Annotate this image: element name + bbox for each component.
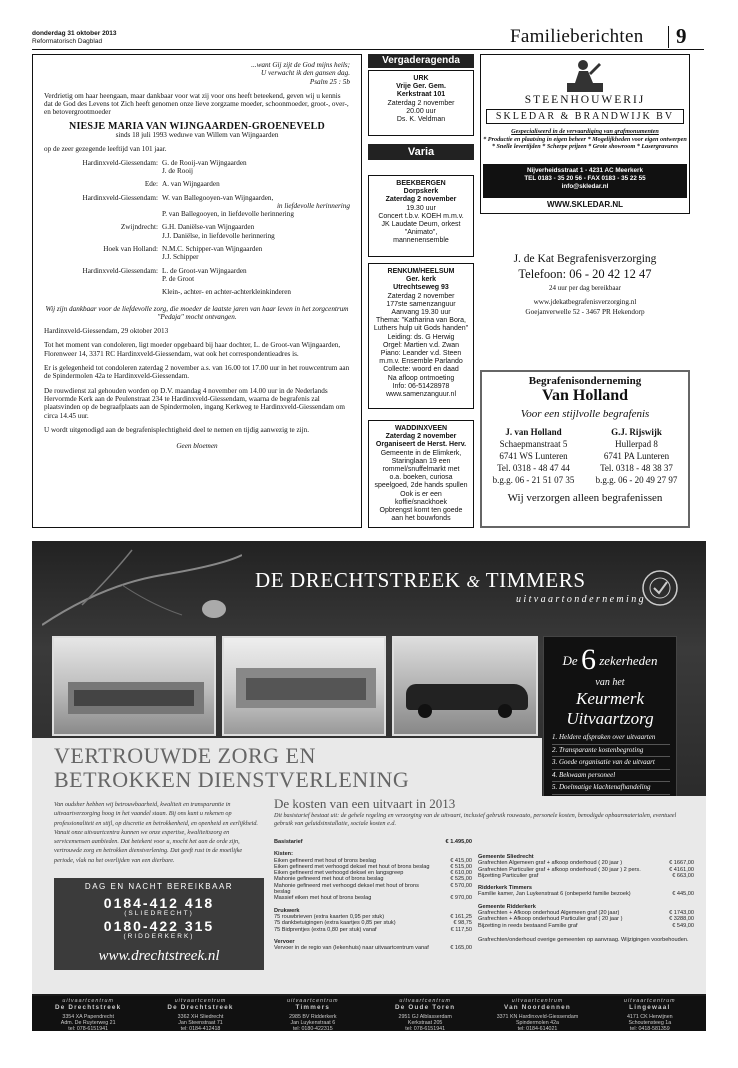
agenda-line: m.m.v. Ensemble Parlando <box>379 358 463 366</box>
obituary-notice <box>32 54 362 528</box>
agenda-line: Concert t.b.v. KOEH m.m.v. <box>378 212 464 220</box>
cost-value: € 117,50 <box>450 926 472 933</box>
cost-row <box>274 883 472 896</box>
service-details: De rouwdienst zal gehouden worden op D.V. maandag 4 november om 14.00 uur in de Nederlands Hervormde Kerk aan de Peulenstraat 234 te Hardinxveld-Giessendam, waarna de begrafenis zal plaatsvinden op de begraafplaats aan de Spindermolen, ingang Kerkweg te Hardinxveld-Giessendam om circa 14.45 uur. <box>44 386 345 420</box>
cost-row <box>274 895 472 901</box>
agenda-line: Staringlaan 19 een <box>391 457 451 465</box>
agenda-line: Zaterdag 2 november <box>387 292 455 300</box>
agenda-line: Ook is er een <box>400 490 442 498</box>
cost-label: 75 Bidprentjes (extra 0,80 per stuk) vanaf <box>274 926 377 933</box>
cost-heading: Ridderkerk Timmers <box>478 885 532 892</box>
cost-value: € 415,00 <box>450 857 472 864</box>
ad-headline-1: VERTROUWDE ZORG EN <box>54 743 316 768</box>
obituary-intro: Verdrietig om haar heengaan, maar dankbaar voor wat zij voor ons heeft beteekend, geven wij u kennis dat de God des Levens tot Zich heeft genomen onze lieve zorgzame moeder, schoonmoeder, groot-, over-, en betovergrootmoeder <box>44 91 349 117</box>
six-zekerheden: zekerheden <box>599 653 658 668</box>
ad-headline-2: BETROKKEN DIENSTVERLENING <box>54 767 410 792</box>
family-place: Zwijndrecht: <box>120 223 158 232</box>
cost-heading: Gemeente Sliedrecht <box>478 854 534 860</box>
agenda-line: Collecte: woord en daad <box>383 366 459 374</box>
cost-row <box>274 839 472 845</box>
cost-label: Grafrechten + Afkoop onderhoud Particulier graf ( 20 jaar ) <box>478 916 623 923</box>
vanholland-contact-right <box>585 426 688 486</box>
thanks-line: Wij zijn dankbaar voor de liefdevolle zorg, die moeder de laatste jaren van haar leven in het zorgcentrum "Pedaja" mocht ontvangen. <box>45 304 349 321</box>
cost-value: € 1.495,00 <box>445 839 472 845</box>
vanholland-contacts <box>482 426 688 486</box>
family-place: Hardinxveld-Giessendam: <box>82 266 158 275</box>
dekat-name: J. de Kat Begrafenisverzorging <box>513 253 657 265</box>
cost-label: 75 dankbetuigingen (extra kaartjes 0,85 per stuk) <box>274 920 396 927</box>
centrum-item <box>144 996 256 1031</box>
cost-value: € 4161,00 <box>669 866 694 873</box>
centrum-name: Lingewaal <box>629 1004 671 1011</box>
skledar-tagline <box>482 128 688 151</box>
centrum-phone: tel: 078-6151941 <box>405 1026 446 1032</box>
family-member: J. de Rooij <box>162 166 193 175</box>
cost-value: € 970,00 <box>450 895 472 902</box>
agenda-line: Ger. kerk <box>406 276 436 284</box>
ad-phone-location: (SLIEDRECHT) <box>124 910 194 917</box>
ad-brand-part: TIMMERS <box>485 568 586 592</box>
ad-brand-sub: uitvaartonderneming <box>516 594 647 605</box>
ad-brand-amp: & <box>466 572 481 591</box>
centrum-name: Van Noordennen <box>504 1004 571 1011</box>
cost-value: € 570,00 <box>450 882 472 889</box>
cost-label: Mahonie gefineerd met verhoogd deksel met hout of brons beslag <box>274 882 419 896</box>
stonemason-logo-icon <box>563 57 607 93</box>
dekat-ad <box>480 253 690 316</box>
six-item: 1. Heldere afspraken over uitvaarten <box>552 732 670 745</box>
cost-value: € 549,00 <box>672 922 694 929</box>
family-row <box>44 223 350 240</box>
agenda-line: Na afloop ontmoeting <box>387 374 455 382</box>
family-place: Hardinxveld-Giessendam: <box>82 193 158 202</box>
agenda-line: Dorpskerk <box>403 188 439 196</box>
cost-label: Grafrechten Particulier graf + afkoop onderhoud ( 30 jaar ) 2 pers. <box>478 866 641 873</box>
vanholland-type: Begrafenisonderneming <box>528 375 642 387</box>
family-member: W. van Ballegooyen-van Wijngaarden, <box>162 193 274 202</box>
ad-brand <box>255 568 586 593</box>
cost-label: Massief eiken met hout of brons beslag <box>274 895 372 902</box>
cost-value: € 3288,00 <box>669 916 694 923</box>
agenda-line: Thema: "Katharina van Bora, <box>375 317 467 325</box>
deceased-name: NIESJE MARIA VAN WIJNGAARDEN-GROENEVELD <box>69 120 325 132</box>
family-row <box>44 194 350 219</box>
ad-phone-location: (RIDDERKERK) <box>123 933 195 940</box>
agenda-renkum <box>368 263 474 409</box>
header-date: donderdag 31 oktober 2013 <box>32 30 117 37</box>
centrum-phone: tel: 0184-412418 <box>180 1026 221 1032</box>
family-row <box>44 180 350 188</box>
cost-value: € 98,75 <box>453 920 472 927</box>
centrum-phone: tel: 0184-614021 <box>517 1026 558 1032</box>
cost-heading: Drukwerk <box>274 907 300 914</box>
family-member: Klein-, achter- en achter-achterkleinkinderen <box>162 288 292 297</box>
centrum-kind: uitvaartcentrum <box>511 998 564 1004</box>
family-member: L. de Groot-van Wijngaarden <box>162 266 247 275</box>
family-member: A. van Wijngaarden <box>162 180 220 189</box>
skledar-line: * Productie en plaatsing in eigen beheer * Mogelijkheden voor eigen ontwerpen <box>483 135 687 143</box>
no-flowers-line: Geen bloemen <box>176 442 218 451</box>
agenda-line: aan het bouwfonds <box>391 515 451 523</box>
agenda-line: Opbrengst komt ten goede <box>379 507 463 515</box>
contact-city: 6741 WS Lunteren <box>499 451 568 461</box>
cost-row <box>478 891 694 897</box>
agenda-line: Zaterdag 2 november <box>387 99 455 107</box>
agenda-line: BEEKBERGEN <box>396 180 446 187</box>
condolence-address: Tot het moment van condoleren, ligt moeder opgebaard bij haar dochter, L. de Groot-van Wijngaarden, Florenweer 14, 3371 RC Hardinxveld-Giessendam, wat ook het correspondentieadres is. <box>44 341 341 358</box>
cost-label: Bijzetting in reeds bestaand Familie graf <box>478 922 578 929</box>
centrum-city: 4171 CK Herwijnen <box>626 1014 673 1020</box>
vanholland-contact-left <box>482 426 585 486</box>
family-list <box>44 159 350 297</box>
condolence-time: Er is gelegenheid tot condoleren zaterdag 2 november a.s. van 16.00 tot 17.00 uur in het rouwcentrum aan de Spindermolen 42a te Hardinxveld-Giessendam. <box>44 364 350 381</box>
centrum-city: 2951 GJ Alblasserdam <box>398 1014 452 1020</box>
centrum-phone: tel: 0418-581359 <box>629 1026 670 1032</box>
centrum-item <box>32 996 144 1031</box>
agenda-line: Organiseert de Herst. Herv. <box>375 441 467 449</box>
contact-phone: Tel. 0318 - 48 38 37 <box>600 463 673 473</box>
cost-heading: Vervoer <box>274 938 295 945</box>
agenda-line: Aanvang 19.30 uur <box>391 309 451 317</box>
cost-label: Eiken gefineerd met hout of brons beslag <box>274 857 376 864</box>
skledar-line: * Snelle levertijden * Scherpe prijzen * Grote showroom * Lasergravures <box>491 143 679 151</box>
contact-mobile: b.g.g. 06 - 20 49 27 97 <box>595 475 678 485</box>
family-member: G.H. Daniëlse-van Wijngaarden <box>162 223 255 232</box>
centrum-name: De Drechtstreek <box>55 1004 122 1011</box>
centrum-street: Kerkstraat 205 <box>407 1020 443 1026</box>
keurmerk-seal-icon <box>640 568 680 608</box>
agenda-line: Zaterdag 2 november <box>385 433 457 441</box>
agenda-line: URK <box>413 75 429 82</box>
centrum-street: Jan Steenstraat 71 <box>178 1020 223 1026</box>
centrum-name: De Oude Toren <box>395 1004 456 1011</box>
family-member: J.J. Schipper <box>162 253 199 262</box>
family-member: P. van Ballegooyen, in liefdevolle herinnering <box>162 210 294 219</box>
header-divider <box>668 26 669 48</box>
centrum-street: Adm. De Ruyterweg 21 <box>60 1020 116 1026</box>
agenda-line: rommel/snuffelmarkt met <box>382 466 460 474</box>
cost-value: € 1743,00 <box>669 910 694 917</box>
family-row <box>44 159 350 176</box>
centrum-city: 2985 BV Ridderkerk <box>289 1014 337 1020</box>
quote-line: U verwacht ik den gansen dag. <box>260 69 350 78</box>
dekat-phone: Telefoon: 06 - 20 42 12 47 <box>518 267 652 281</box>
family-member: P. de Groot <box>162 274 195 283</box>
centrum-street: Jan Luykenstraat 6 <box>290 1020 336 1026</box>
ad-brand-part: DE DRECHTSTREEK <box>255 568 461 592</box>
contact-street: Schaepmanstraat 5 <box>499 439 568 449</box>
ad-headline <box>54 744 409 792</box>
tree-branch-icon <box>42 545 242 635</box>
invitation-line: U wordt uitgenodigd aan de begrafenisplechtigheid deel te nemen en tijdig aanwezig te zijn. <box>44 425 310 434</box>
vanholland-name: Van Holland <box>541 387 629 404</box>
dateline: Hardinxveld-Giessendam, 29 oktober 2013 <box>44 327 169 336</box>
skledar-company: SKLEDAR & BRANDWIJK BV <box>486 109 684 124</box>
quote-reference: Psalm 25 : 5b <box>309 77 350 86</box>
centrum-city: 3362 XH Sliedrecht <box>177 1014 224 1020</box>
contact-phone: Tel. 0318 - 48 47 44 <box>497 463 570 473</box>
family-place: Ede: <box>144 180 158 189</box>
agenda-line: JK Laudate Deum, orkest <box>381 221 461 229</box>
agenda-line: 177ste samenzanguur <box>386 300 456 308</box>
agenda-line: RENKUM/HEELSUM <box>387 268 455 275</box>
centrum-street: Schoutensteeg 1a <box>628 1020 672 1026</box>
cost-value: € 445,00 <box>672 891 694 898</box>
quote-line: ...want Gij zijt de God mijns heils; <box>251 61 350 69</box>
skledar-contact <box>483 164 687 198</box>
photo-building <box>52 636 216 736</box>
vanholland-footer: Wij verzorgen alleen begrafenissen <box>507 492 663 504</box>
agenda-line: Info: 06-51428978 <box>392 382 450 390</box>
cost-label: Grafrechten + Afkoop onderhoud Algemeen graf (20 jaar) <box>478 910 620 917</box>
agenda-line: 20.00 uur <box>406 107 436 115</box>
section-title: Familieberichten <box>510 26 644 47</box>
agenda-line: mannenensemble <box>393 237 449 245</box>
cost-label: Eiken gefineerd met verhoogd deksel met hout of brons beslag <box>274 863 430 870</box>
cost-label: Vervoer in de regio van (Iekenhuis) naar uitvaartcentrum vanaf <box>274 945 429 952</box>
agenda-line: Luthers hulp uit Gods handen" <box>373 325 469 333</box>
age-line: op de zeer gezegende leeftijd van 101 jaar. <box>44 145 167 154</box>
centrum-kind: uitvaartcentrum <box>624 998 676 1004</box>
family-place: Hoek van Holland: <box>103 245 158 254</box>
six-item: 3. Goede organisatie van de uitvaart <box>552 757 670 770</box>
six-keurmerk: Keurmerk <box>576 689 644 708</box>
centrum-kind: uitvaartcentrum <box>62 998 114 1004</box>
six-item: 2. Transparante kostenbegroting <box>552 745 670 758</box>
centrum-item <box>257 996 369 1031</box>
cost-value: € 610,00 <box>450 870 472 877</box>
header-rule <box>32 49 704 50</box>
cost-heading: Kisten: <box>274 851 293 858</box>
agenda-line: speelgoed, 2de hands spullen <box>374 482 468 490</box>
cost-label: Mahonie gefineerd met hout of brons beslag <box>274 876 384 883</box>
agenda-line: Ds. K. Veldman <box>396 116 446 124</box>
ad-phone: 0180-422 315 <box>103 918 215 934</box>
agenda-line: 19.30 uur <box>406 204 436 212</box>
family-member: J.J. Daniëlse, in liefdevolle herinnering <box>162 231 275 240</box>
family-place <box>44 288 162 296</box>
skledar-address: Nijverheidsstraat 1 - 4231 AC Meerkerk <box>527 167 643 174</box>
centrum-kind: uitvaartcentrum <box>174 998 227 1004</box>
agenda-line: Utrechtseweg 93 <box>393 284 449 292</box>
skledar-name: STEENHOUWERIJ <box>524 94 646 106</box>
cost-label: Basistarief <box>274 839 303 845</box>
contact-city: 6741 PA Lunteren <box>603 451 670 461</box>
photo-center <box>222 636 386 736</box>
costs-title: De kosten van een uitvaart in 2013 <box>274 796 456 811</box>
agenda-title: Vergaderagenda <box>368 54 474 68</box>
costs-right <box>478 851 694 943</box>
ad-intro: Van oudsher hebben wij betrouwbaarheid, kwaliteit en transparantie in uitvaartverzorging hoog in het vaandel staan. Bij ons kunt u rekenen op professionaliteit en stijl, op discretie en betrokkenheid, en openheid en eerlijkheid. Vanuit onze uitvaartcentra kunnen we onze expertise, kwaliteitszorg en servicemensen aanbieden. Dat betekent voor u, mocht het aan de orde zijn, vertrouwde zorg en betrokken dienstverlening. Dat geeft rust in de moeilijke periode, vlak na het overlijden van een dierbare. <box>54 801 258 864</box>
cost-label: 75 rouwbrieven (extra kaarten 0,95 per stuk) <box>274 913 385 920</box>
skledar-phone: TEL 0183 - 35 20 56 - FAX 0183 - 35 22 55 <box>524 174 646 182</box>
dekat-website[interactable]: www.jdekatbegrafenisverzorging.nl <box>533 298 637 306</box>
family-member: in liefdevolle herinnering <box>276 201 350 210</box>
vanholland-slogan: Voor een stijlvolle begrafenis <box>520 408 650 420</box>
cost-row <box>478 873 694 879</box>
six-uitvaartzorg: Uitvaartzorg <box>566 709 654 728</box>
centrum-item <box>481 996 593 1031</box>
cost-row <box>274 945 472 951</box>
agenda-waddinxveen <box>368 420 474 528</box>
agenda-line: Leiding: ds. G Herwig <box>387 333 455 341</box>
centrum-kind: uitvaartcentrum <box>399 998 451 1004</box>
ad-phone: 0184-412 418 <box>103 895 215 911</box>
family-row <box>44 288 350 296</box>
skledar-spec: Gespecialiseerd in de vervaardiging van grafmonumenten <box>511 128 659 135</box>
cost-value: € 1667,00 <box>669 860 694 867</box>
family-row <box>44 267 350 284</box>
costs-left <box>274 836 472 951</box>
agenda-line: Kerkstraat 101 <box>396 91 446 99</box>
centrum-item <box>369 996 481 1031</box>
skledar-email: info@skledar.nl <box>561 182 609 190</box>
ad-website[interactable]: www.drechtstreek.nl <box>98 948 220 964</box>
varia-title: Varia <box>368 144 474 160</box>
centrum-phone: tel: 0180-422315 <box>292 1026 333 1032</box>
agenda-line: Orgel: Martien v.d. Zwan <box>382 341 460 349</box>
centrum-item <box>594 996 706 1031</box>
cost-label: Eiken gefineerd met verhoogd deksel en langsgreep <box>274 870 404 877</box>
six-item: 5. Doelmatige klachtenafhandeling <box>552 782 670 795</box>
cost-note: Grafrechten/onderhoud overige gemeenten op aanvraag. Wijzigingen voorbehouden. <box>478 936 689 943</box>
vanholland-ad <box>480 370 690 528</box>
cost-value: € 663,00 <box>672 872 694 879</box>
centrum-kind: uitvaartcentrum <box>287 998 339 1004</box>
skledar-website[interactable]: WWW.SKLEDAR.NL <box>547 200 623 209</box>
contact-street: Hullerpad 8 <box>615 439 658 449</box>
agenda-urk <box>368 70 474 136</box>
centrum-city: 3371 KN Hardinxveld-Giessendam <box>496 1014 579 1020</box>
agenda-line: Piano: Leander v.d. Steen <box>380 350 462 358</box>
centrum-city: 3354 XA Papendrecht <box>62 1014 114 1020</box>
agenda-line: koffie/snackhoek <box>394 498 447 506</box>
contact-mobile: b.g.g. 06 - 21 51 07 35 <box>492 475 575 485</box>
cost-value: € 515,00 <box>450 863 472 870</box>
dekat-hours: 24 uur per dag bereikbaar <box>549 284 621 292</box>
cost-row <box>274 927 472 933</box>
cost-value: € 525,00 <box>450 876 472 883</box>
photo-hearse <box>392 636 538 736</box>
cost-label: Bijzetting Particulier graf <box>478 872 539 879</box>
contact-name: J. van Holland <box>505 427 562 437</box>
agenda-line: "Animato", <box>404 229 438 237</box>
agenda-line: WADDINXVEEN <box>394 425 448 432</box>
keurmerk-box <box>543 636 677 804</box>
family-row <box>44 245 350 262</box>
costs-intro: Dit basistarief bestaat uit: de gehele regeling en verzorging van de uitvaart, inclusief gebruik rouwauto, personele kosten, benodigde opbaarmaterialen, eventueel gebruik van geluidsinstallatie, sociale kosten e.d. <box>274 812 677 828</box>
agenda-line: Zaterdag 2 november <box>385 196 457 204</box>
agenda-line: o.a. boeken, curiosa <box>389 474 453 482</box>
agenda-line: Vrije Ger. Gem. <box>396 83 446 91</box>
cost-value: € 165,00 <box>450 945 472 952</box>
agenda-line: www.samenzanguur.nl <box>385 391 457 399</box>
cost-label: Familie kamer, Jan Luykenstraat 6 (onbeperkt familie bezoek) <box>478 891 631 898</box>
agenda-line: Gemeente in de Elimkerk, <box>380 449 462 457</box>
ad-availability: DAG EN NACHT BEREIKBAAR <box>84 882 234 891</box>
centra-footer <box>32 996 706 1031</box>
cost-heading: Gemeente Ridderkerk <box>478 903 536 910</box>
six-number: 6 <box>580 643 596 676</box>
page-number: 9 <box>676 24 687 48</box>
centrum-name: Timmers <box>295 1004 331 1011</box>
family-member: N.M.C. Schipper-van Wijngaarden <box>162 245 263 254</box>
six-vanhet: van het <box>595 677 625 688</box>
agenda-beekbergen <box>368 175 474 257</box>
family-member: G. de Rooij-van Wijngaarden <box>162 158 247 167</box>
cost-label: Grafrechten Algemeen graf + afkoop onderhoud ( 20 jaar ) <box>478 860 623 867</box>
widow-line: sinds 18 juli 1993 weduwe van Willem van Wijngaarden <box>115 131 279 140</box>
centrum-street: Spindermolen 42a <box>515 1020 559 1026</box>
dekat-address: Goejanverwelle 52 - 3467 PR Hekendorp <box>525 308 645 316</box>
header-dateline <box>32 30 117 46</box>
six-de: De <box>562 653 578 668</box>
header-paper: Reformatorisch Dagblad <box>32 38 103 45</box>
cost-row <box>478 923 694 929</box>
cost-value: € 161,25 <box>450 913 472 920</box>
six-item: 4. Bekwaam personeel <box>552 770 670 783</box>
family-place: Hardinxveld-Giessendam: <box>82 158 158 167</box>
centrum-phone: tel: 078-6151941 <box>68 1026 109 1032</box>
contact-name: G.J. Rijswijk <box>611 427 662 437</box>
centrum-name: De Drechtstreek <box>167 1004 234 1011</box>
